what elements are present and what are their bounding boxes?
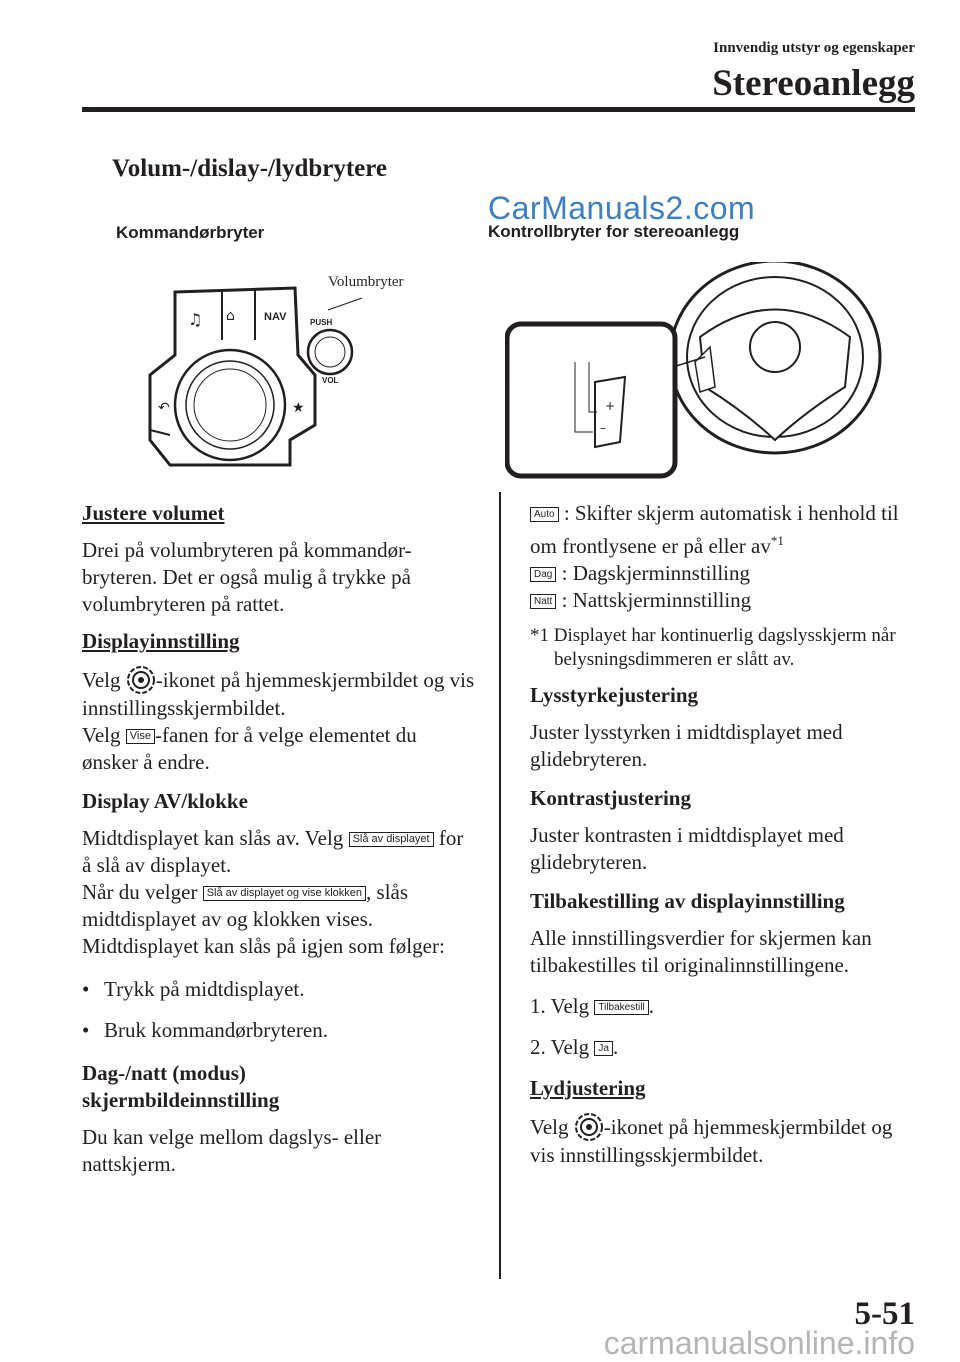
mode-night-row: Natt : Nattskjerminnstilling: [530, 587, 915, 614]
steering-wheel-illustration: [505, 262, 905, 480]
display-off-show-clock-button[interactable]: Slå av displayet og vise klokken: [203, 886, 366, 901]
day-button[interactable]: Dag: [530, 567, 556, 582]
page-title: Stereoanlegg: [712, 63, 915, 104]
night-button[interactable]: Natt: [530, 594, 556, 609]
svg-text:VOL: VOL: [322, 376, 339, 385]
paragraph-day-night: Du kan velge mellom dagslys- eller nattskjerm.: [82, 1125, 382, 1176]
yes-button[interactable]: Ja: [594, 1041, 613, 1056]
paragraph-reset: Alle innstillingsverdier for skjermen kan tilbakestilles til originalinnstillingene.: [530, 926, 872, 977]
left-column: [82, 500, 477, 1188]
paragraph-display-setting-2: Velg Vise -fanen for å velge elementet du ønsker å endre.: [82, 723, 417, 774]
svg-text:↶: ↶: [158, 400, 170, 416]
paragraph-display-setting-1: Velg -ikonet på hjemmeskjermbildet og vis innstillingsskjermbildet.: [82, 665, 477, 722]
heading-day-night-1: Dag-/natt (modus): [82, 1061, 246, 1085]
mode-day-row: Dag : Dagskjerminnstilling: [530, 560, 915, 587]
heading-brightness: Lysstyrkejustering: [530, 683, 698, 707]
auto-button[interactable]: Auto: [530, 507, 559, 522]
heading-reset: Tilbakestilling av displayinnstilling: [530, 889, 845, 913]
commander-switch-illustration: [140, 280, 440, 480]
figure-label-steering: Kontrollbryter for stereoanlegg: [488, 222, 740, 241]
svg-text:PUSH: PUSH: [310, 318, 333, 327]
paragraph-brightness: Juster lysstyrken i midtdisplayet med glidebryteren.: [530, 720, 843, 771]
heading-display-setting: Displayinnstilling: [82, 629, 240, 653]
vise-tab-button[interactable]: Vise: [126, 729, 155, 744]
paragraph-sound-adjustment: Velg -ikonet på hjemmeskjermbildet og vis innstillingsskjermbildet.: [530, 1112, 915, 1169]
heading-adjust-volume: Justere volumet: [82, 501, 225, 525]
page-number: 5-51: [854, 1296, 915, 1332]
heading-sound-adjustment: Lydjustering: [530, 1076, 646, 1100]
svg-text:+: +: [605, 399, 616, 413]
reset-button[interactable]: Tilbakestill: [594, 1000, 648, 1015]
bullet-item: • Bruk kommandørbryteren.: [82, 1018, 328, 1042]
heading-contrast: Kontrastjustering: [530, 786, 691, 810]
step-1: 1. Velg Tilbakestill .: [530, 994, 654, 1018]
svg-text:–: –: [600, 421, 606, 435]
paragraph-display-off-clock: Midtdisplayet kan slås av. Velg Slå av displayet for å slå av displayet. Når du velger Slå av displayet og vise klokken , slås midtdisplayet av og klokken vises. Midtdisplayet kan slås på igjen som følger:: [82, 826, 464, 958]
paragraph-contrast: Juster kontrasten i midtdisplayet med glidebryteren.: [530, 823, 844, 874]
watermark: CarManuals2.com: [488, 190, 756, 226]
svg-text:⌂: ⌂: [226, 308, 235, 324]
settings-gear-icon: [574, 1112, 604, 1142]
display-off-button[interactable]: Slå av displayet: [349, 832, 434, 847]
mode-auto-row: Auto : Skifter skjerm automatisk i henhold til om frontlysene er på eller $av^{*1}$: [530, 501, 899, 558]
chapter-heading: Innvendig utstyr og egenskaper: [713, 40, 915, 56]
right-column: [530, 500, 915, 1179]
heading-day-night-2: skjermbildeinnstilling: [82, 1088, 280, 1112]
settings-gear-icon: [126, 665, 156, 695]
callout-volume-left: Volumbryter: [328, 274, 404, 290]
paragraph-adjust-volume: Drei på volumbryteren på kommandør-bryteren. Det er også mulig å trykke på volumbryteren på rattet.: [82, 538, 412, 616]
step-2: 2. Velg Ja .: [530, 1035, 619, 1059]
figure-label-commander: Kommandørbryter: [116, 223, 265, 242]
footnote: *1 Displayet har kontinuerlig dagslysskjerm når belysningsdimmeren er slått av.: [530, 625, 896, 670]
svg-text:★: ★: [292, 400, 305, 416]
section-title: Volum-/dislay-/lydbrytere: [112, 155, 388, 182]
bullet-item: • Trykk på midtdisplayet.: [82, 977, 305, 1001]
heading-display-off-clock: Display AV/klokke: [82, 789, 248, 813]
svg-text:♫: ♫: [188, 310, 203, 329]
header-rule: [82, 107, 915, 112]
column-divider: [499, 492, 501, 1279]
footer-watermark: carmanualsonline.info: [603, 1325, 915, 1361]
svg-text:NAV: NAV: [264, 311, 287, 323]
